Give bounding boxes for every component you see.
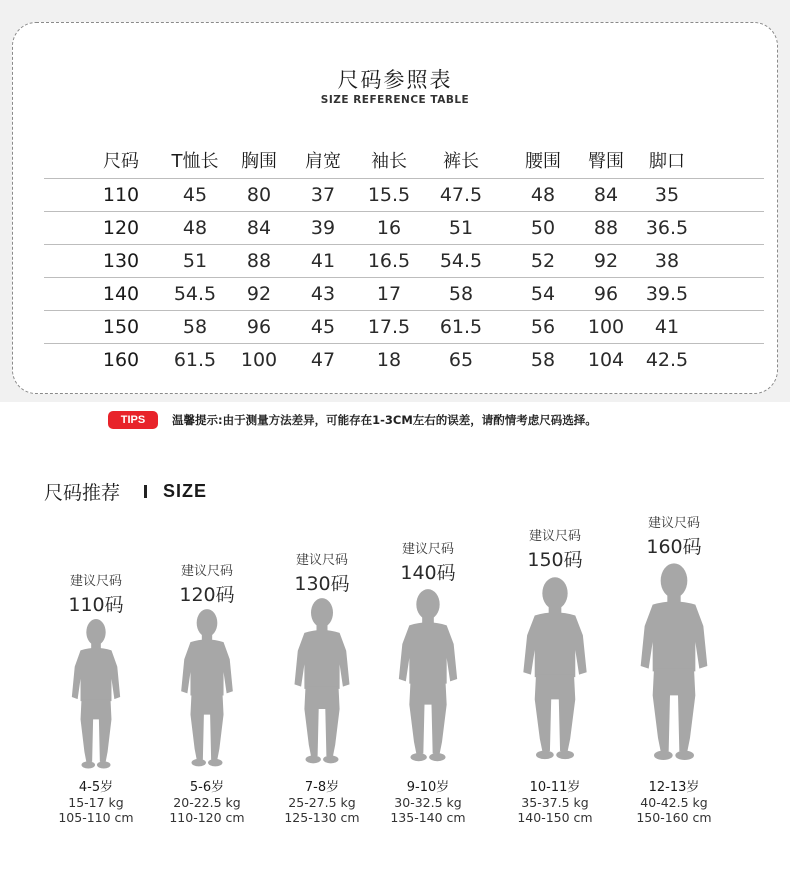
- cell-waist: 58: [530, 349, 556, 371]
- recommend-label: 建议尺码: [528, 529, 581, 544]
- header-tshirt-length: T恤长: [171, 151, 219, 172]
- cell-tshirt-length: 51: [182, 250, 208, 272]
- cell-leg-opening: 39.5: [645, 283, 689, 305]
- cell-hip: 92: [593, 250, 619, 272]
- cell-size: 150: [102, 316, 140, 338]
- cell-waist: 52: [530, 250, 556, 272]
- chart-title: 尺码参照表: [337, 68, 453, 92]
- cell-hip: 104: [587, 349, 625, 371]
- cell-chest: 88: [246, 250, 272, 272]
- tips-badge: TIPS: [108, 411, 158, 429]
- table-row: [44, 310, 764, 343]
- cell-size: 120: [102, 217, 140, 239]
- cell-size: 110: [102, 184, 140, 206]
- cell-chest: 96: [246, 316, 272, 338]
- cell-pants-length: 65: [448, 349, 474, 371]
- cell-chest: 80: [246, 184, 272, 206]
- child-silhouette-icon: [393, 588, 463, 763]
- cell-sleeve: 17.5: [367, 316, 411, 338]
- child-silhouette-icon: [634, 562, 714, 762]
- child-silhouette-icon: [67, 618, 125, 770]
- kid-weight: 30-32.5 kg: [394, 795, 462, 810]
- tips-row: [0, 410, 790, 430]
- cell-size: 140: [102, 283, 140, 305]
- recommend-label: 建议尺码: [647, 516, 700, 531]
- size-recommend-heading: [44, 478, 207, 504]
- table-body: [44, 178, 764, 376]
- cell-tshirt-length: 58: [182, 316, 208, 338]
- kid-weight: 35-37.5 kg: [521, 795, 589, 810]
- heading-cn: 尺码推荐: [44, 481, 121, 504]
- recommend-size: 160码: [646, 536, 702, 558]
- cell-size: 160: [102, 349, 140, 371]
- cell-tshirt-length: 48: [182, 217, 208, 239]
- cell-hip: 96: [593, 283, 619, 305]
- cell-shoulder: 43: [310, 283, 336, 305]
- kid-height: 105-110 cm: [58, 810, 134, 825]
- recommend-label: 建议尺码: [69, 574, 122, 589]
- cell-hip: 88: [593, 217, 619, 239]
- cell-chest: 92: [246, 283, 272, 305]
- cell-leg-opening: 36.5: [645, 217, 689, 239]
- cell-sleeve: 18: [376, 349, 402, 371]
- chart-subtitle: SIZE REFERENCE TABLE: [320, 94, 470, 106]
- cell-chest: 84: [246, 217, 272, 239]
- kid-height: 135-140 cm: [390, 810, 466, 825]
- cell-leg-opening: 42.5: [645, 349, 689, 371]
- cell-hip: 100: [587, 316, 625, 338]
- recommend-size: 130码: [294, 573, 350, 595]
- header-size: 尺码: [103, 151, 139, 172]
- child-silhouette-icon: [289, 597, 355, 765]
- heading-separator: [144, 485, 147, 498]
- recommend-size: 140码: [400, 562, 456, 584]
- cell-sleeve: 15.5: [367, 184, 411, 206]
- child-silhouette-icon: [176, 608, 238, 768]
- heading-en: SIZE: [163, 480, 208, 501]
- recommend-size: 150码: [527, 549, 583, 571]
- recommend-size: 120码: [179, 584, 235, 606]
- cell-pants-length: 58: [448, 283, 474, 305]
- table-row: [44, 343, 764, 376]
- kid-size-block: [358, 538, 498, 585]
- header-sleeve: 袖长: [371, 151, 407, 172]
- cell-waist: 54: [530, 283, 556, 305]
- cell-waist: 50: [530, 217, 556, 239]
- cell-chest: 100: [240, 349, 278, 371]
- cell-sleeve: 17: [376, 283, 402, 305]
- cell-tshirt-length: 45: [182, 184, 208, 206]
- cell-waist: 48: [530, 184, 556, 206]
- table-row: [44, 211, 764, 244]
- recommend-size: 110码: [68, 594, 124, 616]
- table-row: [44, 277, 764, 310]
- recommend-label: 建议尺码: [401, 542, 454, 557]
- header-pants-length: 裤长: [443, 151, 479, 172]
- kid-age: 12-13岁: [648, 780, 700, 795]
- cell-tshirt-length: 54.5: [173, 283, 217, 305]
- cell-sleeve: 16.5: [367, 250, 411, 272]
- kid-weight: 15-17 kg: [68, 795, 124, 810]
- cell-pants-length: 61.5: [439, 316, 483, 338]
- kid-height: 125-130 cm: [284, 810, 360, 825]
- cell-shoulder: 37: [310, 184, 336, 206]
- kid-size-block: [604, 512, 744, 559]
- kid-age: 4-5岁: [78, 780, 114, 795]
- header-chest: 胸围: [241, 151, 277, 172]
- header-waist: 腰围: [525, 151, 561, 172]
- kid-age: 7-8岁: [304, 780, 340, 795]
- kid-info: [604, 776, 744, 825]
- cell-pants-length: 54.5: [439, 250, 483, 272]
- kid-height: 140-150 cm: [517, 810, 593, 825]
- cell-shoulder: 39: [310, 217, 336, 239]
- child-silhouette-icon: [517, 576, 593, 761]
- recommend-label: 建议尺码: [180, 564, 233, 579]
- kid-height: 110-120 cm: [169, 810, 245, 825]
- kid-info: [358, 776, 498, 825]
- cell-shoulder: 47: [310, 349, 336, 371]
- kid-age: 5-6岁: [189, 780, 225, 795]
- cell-sleeve: 16: [376, 217, 402, 239]
- kid-weight: 40-42.5 kg: [640, 795, 708, 810]
- cell-waist: 56: [530, 316, 556, 338]
- table-header-row: [44, 142, 764, 178]
- cell-leg-opening: 38: [654, 250, 680, 272]
- header-hip: 臀围: [588, 151, 624, 172]
- header-shoulder: 肩宽: [305, 151, 341, 172]
- cell-shoulder: 45: [310, 316, 336, 338]
- table-row: [44, 244, 764, 277]
- table-row: [44, 178, 764, 211]
- kid-age: 10-11岁: [529, 780, 581, 795]
- cell-hip: 84: [593, 184, 619, 206]
- size-table: [44, 142, 764, 376]
- cell-size: 130: [102, 250, 140, 272]
- cell-shoulder: 41: [310, 250, 336, 272]
- recommend-label: 建议尺码: [295, 553, 348, 568]
- header-leg-opening: 脚口: [649, 151, 685, 172]
- kid-weight: 25-27.5 kg: [288, 795, 356, 810]
- kid-weight: 20-22.5 kg: [173, 795, 241, 810]
- cell-leg-opening: 35: [654, 184, 680, 206]
- cell-tshirt-length: 61.5: [173, 349, 217, 371]
- kid-age: 9-10岁: [406, 780, 450, 795]
- kid-height: 150-160 cm: [636, 810, 712, 825]
- cell-leg-opening: 41: [654, 316, 680, 338]
- tips-text: 温馨提示:由于测量方法差异，可能存在1-3CM左右的误差，请酌情考虑尺码选择。: [172, 413, 597, 427]
- cell-pants-length: 51: [448, 217, 474, 239]
- cell-pants-length: 47.5: [439, 184, 483, 206]
